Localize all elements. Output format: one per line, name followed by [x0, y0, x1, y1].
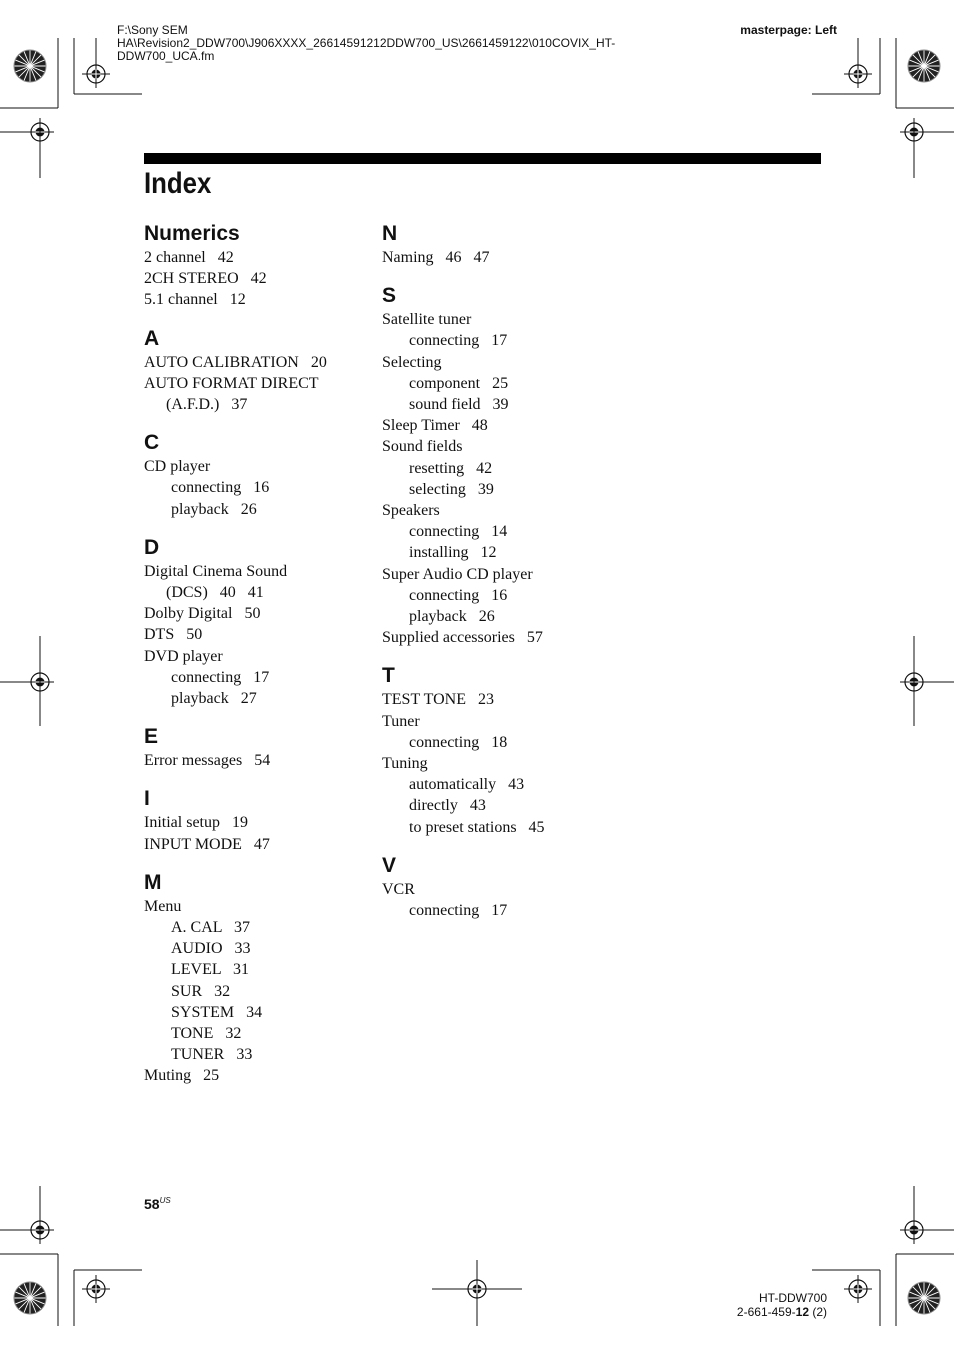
index-subentry: directly 43	[409, 797, 486, 815]
part-code-prefix: 2-661-459-	[736, 1305, 796, 1319]
index-section	[382, 852, 612, 921]
page-number-value: 58	[144, 1196, 160, 1212]
index-subentry: automatically 43	[409, 776, 525, 794]
index-entry: CD player	[144, 458, 211, 476]
index-subentry: selecting 39	[409, 480, 494, 498]
index-section	[144, 723, 374, 771]
index-subentry: to preset stations 45	[409, 818, 545, 836]
file-path-line: DDW700_UCA.fm	[117, 49, 215, 63]
index-section	[144, 220, 374, 311]
index-section	[382, 282, 612, 648]
index-subentry: TUNER 33	[171, 1046, 253, 1064]
section-heading: N	[382, 222, 398, 245]
index-entry: AUTO CALIBRATION 20	[144, 353, 327, 371]
index-entry: Speakers	[382, 502, 440, 520]
part-code-bold: 12	[795, 1305, 809, 1319]
index-entry: Sound fields	[382, 438, 463, 456]
index-subentry: component 25	[409, 374, 509, 392]
section-heading: T	[382, 664, 395, 688]
page-number-suffix: US	[159, 1196, 171, 1205]
section-heading: M	[144, 870, 162, 894]
section-heading: A	[144, 326, 160, 350]
index-subentry: LEVEL 31	[171, 961, 250, 979]
section-heading: V	[382, 853, 397, 877]
index-subentry: connecting 18	[409, 733, 508, 751]
index-entry: Menu	[144, 897, 182, 915]
index-entry: Naming 46 47	[382, 249, 490, 266]
index-entry: TEST TONE 23	[382, 691, 495, 709]
index-subentry: TONE 32	[171, 1025, 242, 1043]
index-entry: (A.F.D.) 37	[166, 396, 248, 414]
title-rule	[144, 153, 821, 164]
index-subentry: connecting 17	[171, 668, 270, 686]
index-entry: AUTO FORMAT DIRECT	[144, 374, 319, 392]
index-entry: Supplied accessories 57	[382, 629, 543, 647]
section-heading: S	[382, 284, 397, 308]
section-heading: C	[144, 431, 160, 455]
section-heading: Numerics	[144, 222, 240, 245]
index-entry: Satellite tuner	[382, 311, 472, 329]
section-heading: E	[144, 725, 159, 749]
page-number	[144, 1196, 171, 1212]
index-entry: 2 channel 42	[144, 249, 234, 266]
index-entry: Tuner	[382, 712, 420, 730]
model-name: HT-DDW700	[758, 1291, 827, 1305]
page-title: Index	[144, 167, 212, 200]
index-subentry: connecting 14	[409, 523, 508, 541]
part-code-suffix: (2)	[809, 1305, 827, 1319]
index-column-left	[144, 220, 374, 1101]
index-entry: (DCS) 40 41	[166, 584, 264, 602]
index-subentry: SUR 32	[171, 982, 231, 1000]
index-subentry: playback 26	[171, 500, 257, 518]
index-section	[382, 220, 612, 268]
index-subentry: resetting 42	[409, 459, 493, 477]
index-subentry: playback 26	[409, 608, 495, 626]
index-section	[144, 785, 374, 854]
index-entry: Digital Cinema Sound	[144, 562, 288, 580]
index-subentry: AUDIO 33	[171, 940, 251, 958]
index-section	[144, 534, 374, 709]
index-entry: Tuning	[382, 755, 428, 773]
index-entry: 2CH STEREO 42	[144, 270, 267, 288]
index-entry: Error messages 54	[144, 752, 271, 770]
part-code	[700, 1305, 827, 1319]
index-entry: 5.1 channel 12	[144, 291, 246, 309]
index-subentry: connecting 16	[409, 586, 508, 604]
index-section	[382, 662, 612, 837]
index-entry: Selecting	[382, 353, 442, 371]
index-entry: Initial setup 19	[144, 814, 248, 832]
index-entry: VCR	[382, 880, 415, 898]
index-subentry: connecting 16	[171, 479, 270, 497]
index-entry: Muting 25	[144, 1067, 220, 1085]
file-path-line: F:\Sony SEM	[117, 23, 188, 37]
index-column-right	[382, 220, 612, 935]
model-info	[700, 1291, 827, 1319]
section-heading: D	[144, 535, 160, 559]
index-section	[144, 325, 374, 416]
index-entry: Dolby Digital 50	[144, 605, 261, 623]
index-entry: DVD player	[144, 647, 223, 665]
index-entry: DTS 50	[144, 626, 203, 644]
file-path-line: HA\Revision2_DDW700\J906XXXX_26614591212DDW700_US\2661459122\010COVIX_HT-	[117, 36, 616, 50]
index-entry: INPUT MODE 47	[144, 835, 270, 853]
index-subentry: connecting 17	[409, 902, 508, 920]
index-subentry: installing 12	[409, 544, 497, 562]
masterpage-label: masterpage: Left	[740, 23, 837, 37]
index-entry: Super Audio CD player	[382, 565, 533, 583]
index-subentry: sound field 39	[409, 396, 509, 414]
index-subentry: playback 27	[171, 690, 257, 708]
index-subentry: SYSTEM 34	[171, 1003, 263, 1021]
index-entry: Sleep Timer 48	[382, 417, 488, 435]
index-section	[144, 429, 374, 520]
section-heading: I	[144, 787, 150, 811]
index-subentry: connecting 17	[409, 332, 508, 350]
index-section	[144, 869, 374, 1087]
index-subentry: A. CAL 37	[171, 919, 250, 937]
